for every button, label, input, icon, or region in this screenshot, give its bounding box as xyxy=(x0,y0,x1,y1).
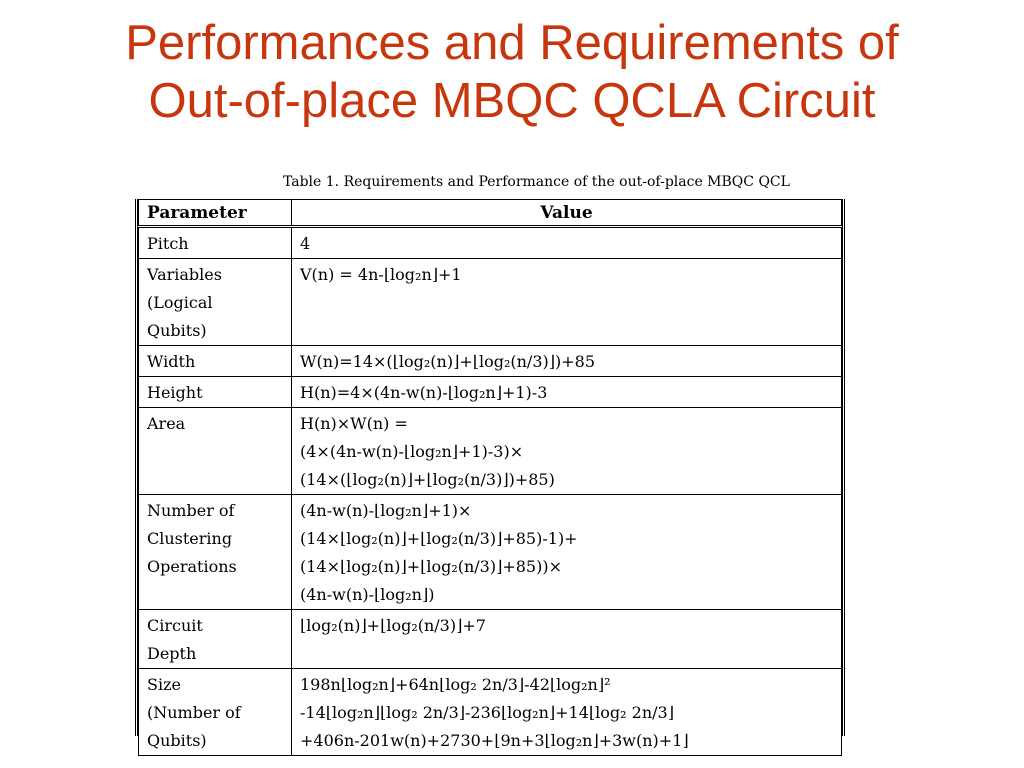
table-body xyxy=(139,227,842,756)
parameter-text: Pitch xyxy=(147,234,189,253)
requirements-table xyxy=(138,199,842,756)
table-row xyxy=(139,227,842,259)
parameter-text: Qubits) xyxy=(147,321,207,340)
parameter-text: (Number of xyxy=(147,703,241,722)
value-text: (14×⌊log₂(n)⌋+⌊log₂(n/3)⌋+85)-1)+ xyxy=(300,529,578,548)
parameter-text: Number of xyxy=(147,501,235,520)
value-text: V(n) = 4n-⌊log₂n⌋+1 xyxy=(300,265,462,284)
slide-title-line-2: Out-of-place MBQC QCLA Circuit xyxy=(148,74,876,128)
parameter-text: Height xyxy=(147,383,203,402)
value-text: +406n-201w(n)+2730+⌊9n+3⌊log₂n⌋+3w(n)+1⌋ xyxy=(300,731,689,750)
parameter-text: Qubits) xyxy=(147,731,207,750)
table-frame xyxy=(135,199,845,750)
table-header-row xyxy=(139,200,842,227)
slide-title xyxy=(0,14,1024,130)
parameter-cell xyxy=(139,227,292,259)
value-cell xyxy=(292,227,842,259)
parameter-text: Width xyxy=(147,352,196,371)
value-column-header: Value xyxy=(292,200,842,227)
value-cell xyxy=(292,408,842,495)
value-text: 4 xyxy=(300,234,311,253)
parameter-text: Clustering xyxy=(147,529,233,548)
value-cell xyxy=(292,259,842,346)
value-text: W(n)=14×(⌊log₂(n)⌋+⌊log₂(n/3)⌋)+85 xyxy=(300,352,595,371)
slide-title-line-1: Performances and Requirements of xyxy=(125,16,899,70)
value-text: ⌊log₂(n)⌋+⌊log₂(n/3)⌋+7 xyxy=(300,616,486,635)
parameter-cell xyxy=(139,610,292,669)
value-text: -14⌊log₂n⌋⌊log₂ 2n/3⌋-236⌊log₂n⌋+14⌊log₂ 2n/3⌋ xyxy=(300,703,674,722)
value-text: (14×⌊log₂(n)⌋+⌊log₂(n/3)⌋+85))× xyxy=(300,557,562,576)
parameter-cell xyxy=(139,669,292,756)
parameter-cell xyxy=(139,259,292,346)
parameter-cell xyxy=(139,408,292,495)
parameter-cell xyxy=(139,346,292,377)
parameter-text: Area xyxy=(147,414,186,433)
value-text: 198n⌊log₂n⌋+64n⌊log₂ 2n/3⌋-42⌊log₂n⌋² xyxy=(300,675,611,694)
value-text: (4n-w(n)-⌊log₂n⌋+1)× xyxy=(300,501,472,520)
value-text: H(n)×W(n) = xyxy=(300,414,408,433)
parameter-text: Size xyxy=(147,675,181,694)
value-cell xyxy=(292,346,842,377)
table-row xyxy=(139,377,842,408)
table-row xyxy=(139,346,842,377)
value-cell xyxy=(292,495,842,610)
table-caption: Table 1. Requirements and Performance of the out-of-place MBQC QCL xyxy=(283,174,790,190)
parameter-cell xyxy=(139,377,292,408)
table-row xyxy=(139,408,842,495)
table-row xyxy=(139,495,842,610)
parameter-text: Variables xyxy=(147,265,222,284)
parameter-text: (Logical xyxy=(147,293,213,312)
table-row xyxy=(139,259,842,346)
parameter-text: Operations xyxy=(147,557,237,576)
value-text: H(n)=4×(4n-w(n)-⌊log₂n⌋+1)-3 xyxy=(300,383,548,402)
value-text: (4n-w(n)-⌊log₂n⌋) xyxy=(300,585,435,604)
parameter-column-header: Parameter xyxy=(139,200,292,227)
parameter-text: Depth xyxy=(147,644,197,663)
value-cell xyxy=(292,610,842,669)
parameter-cell xyxy=(139,495,292,610)
table-row xyxy=(139,669,842,756)
value-cell xyxy=(292,377,842,408)
value-text: (4×(4n-w(n)-⌊log₂n⌋+1)-3)× xyxy=(300,442,524,461)
table-row xyxy=(139,610,842,669)
parameter-text: Circuit xyxy=(147,616,203,635)
value-cell xyxy=(292,669,842,756)
value-text: (14×(⌊log₂(n)⌋+⌊log₂(n/3)⌋)+85) xyxy=(300,470,555,489)
